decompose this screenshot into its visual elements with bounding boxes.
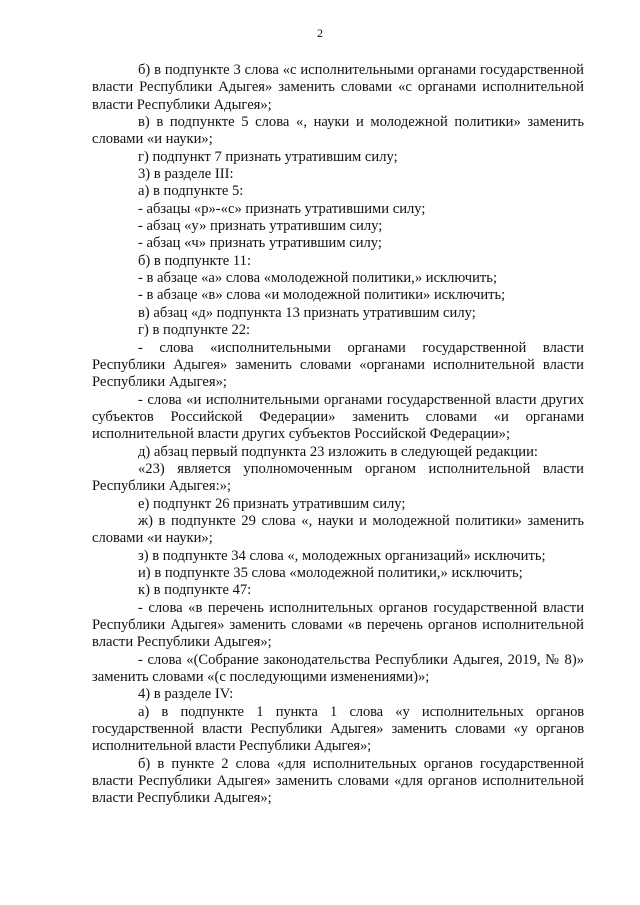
paragraph: е) подпункт 26 признать утратившим силу; — [138, 495, 406, 512]
paragraph: а) в подпункте 1 пункта 1 слова «у исполнительных органов государственной власти Республики Адыгея» заменить словами «у органов исполнительной власти Республики Адыгея»; — [92, 703, 584, 755]
paragraph: - абзацы «р»-«с» признать утратившими силу; — [138, 200, 426, 217]
paragraph: - в абзаце «а» слова «молодежной политики,» исключить; — [138, 270, 498, 287]
paragraph: в) абзац «д» подпункта 13 признать утратившим силу; — [138, 304, 476, 321]
paragraph: з) в подпункте 34 слова «, молодежных организаций» исключить; — [138, 547, 546, 564]
paragraph: ж) в подпункте 29 слова «, науки и молодежной политики» заменить словами «и науки»; — [92, 512, 584, 547]
paragraph: в) в подпункте 5 слова «, науки и молодежной политики» заменить словами «и науки»; — [92, 114, 584, 148]
paragraph: а) в подпункте 5: — [138, 183, 244, 200]
paragraph: б) в пункте 2 слова «для исполнительных органов государственной власти Республики Адыгея» заменить словами «для органов исполнительной власти Республики Адыгея»; — [92, 755, 584, 807]
paragraph: г) в подпункте 22: — [138, 322, 251, 339]
paragraph: - в абзаце «в» слова «и молодежной политики» исключить; — [138, 287, 506, 304]
paragraph: к) в подпункте 47: — [138, 582, 252, 599]
paragraph: «23) является уполномоченным органом исполнительной власти Республики Адыгея:»; — [92, 460, 584, 495]
paragraph: - абзац «у» признать утратившим силу; — [138, 218, 383, 235]
paragraph: 3) в разделе III: — [138, 166, 234, 183]
paragraph: - слова «в перечень исполнительных органов государственной власти Республики Адыгея» заменить словами «в перечень органов исполнительной власти Республики Адыгея»; — [92, 599, 584, 651]
paragraph: г) подпункт 7 признать утратившим силу; — [138, 148, 398, 165]
paragraph: и) в подпункте 35 слова «молодежной политики,» исключить; — [138, 564, 523, 581]
paragraph: б) в подпункте 3 слова «с исполнительными органами государственной власти Республики Адыгея» заменить словами «с органами исполнительной власти Республики Адыгея»; — [92, 62, 584, 113]
paragraph: б) в подпункте 11: — [138, 252, 252, 269]
paragraph: - абзац «ч» признать утратившим силу; — [138, 235, 382, 252]
paragraph: - слова «(Собрание законодательства Республики Адыгея, 2019, № 8)» заменить словами «(с последующими изменениями)»; — [92, 651, 584, 686]
paragraph: - слова «исполнительными органами государственной власти Республики Адыгея» заменить словами «органами исполнительной власти Республики Адыгея»; — [92, 339, 584, 391]
paragraph: 4) в разделе IV: — [138, 686, 234, 703]
page-number: 2 — [317, 26, 323, 40]
document-body — [92, 62, 584, 808]
paragraph: д) абзац первый подпункта 23 изложить в следующей редакции: — [138, 443, 538, 460]
paragraph: - слова «и исполнительными органами государственной власти других субъектов Российской Федерации» заменить словами «и органами исполнительной власти других субъектов Российской Федерации»; — [92, 391, 584, 443]
